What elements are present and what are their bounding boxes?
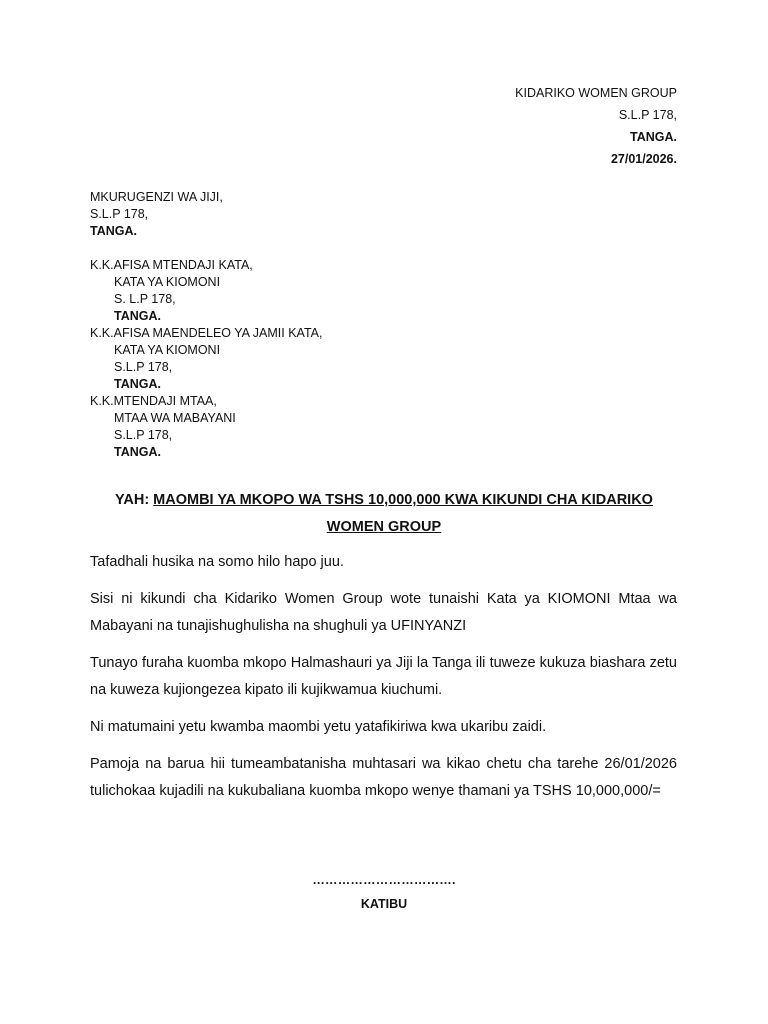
signatory-title: KATIBU	[360, 897, 408, 911]
body-paragraph: Sisi ni kikundi cha Kidariko Women Group wote tunaishi Kata ya KIOMONI Mtaa wa Mabayani na tunajishughulisha na shughuli ya UFINYANZI	[90, 591, 677, 634]
recipient-city: TANGA.	[90, 224, 137, 238]
subject-line	[90, 487, 678, 541]
letter-body	[90, 549, 677, 815]
spacer	[90, 240, 322, 257]
letter-date: 27/01/2026.	[610, 152, 677, 166]
body-paragraph: Tafadhali husika na somo hilo hapo juu.	[90, 554, 344, 570]
cc-city: TANGA.	[114, 309, 161, 323]
signature-block	[0, 870, 768, 914]
cc-title: K.K.MTENDAJI MTAA,	[90, 394, 217, 408]
recipient-title: MKURUGENZI WA JIJI,	[90, 190, 223, 204]
signature-line: …………………………….	[312, 873, 456, 887]
cc-po-box: S.L.P 178,	[114, 428, 173, 442]
body-paragraph: Tunayo furaha kuomba mkopo Halmashauri ya Jiji la Tanga ili tuweze kukuza biashara zetu na kuweza kujiongezea kipato ili kujikwamua kiuchumi.	[90, 655, 677, 698]
cc-po-box: S.L.P 178,	[114, 360, 173, 374]
sender-po-box: S.L.P 178,	[618, 108, 677, 122]
cc-title: K.K.AFISA MAENDELEO YA JAMII KATA,	[90, 326, 323, 340]
sender-address	[515, 82, 677, 170]
body-paragraph: Ni matumaini yetu kwamba maombi yetu yatafikiriwa kwa ukaribu zaidi.	[90, 719, 547, 735]
cc-title: K.K.AFISA MTENDAJI KATA,	[90, 258, 253, 272]
cc-city: TANGA.	[114, 377, 161, 391]
body-paragraph: Pamoja na barua hii tumeambatanisha muhtasari wa kikao chetu cha tarehe 26/01/2026 tulichokaa kujadili na kukubaliana kuomba mkopo wenye thamani ya TSHS 10,000,000/=	[90, 756, 677, 799]
recipient-addresses	[90, 189, 322, 461]
cc-line2: KATA YA KIOMONI	[114, 343, 221, 357]
recipient-po-box: S.L.P 178,	[90, 207, 149, 221]
cc-po-box: S. L.P 178,	[114, 292, 176, 306]
subject-prefix: YAH:	[115, 492, 154, 508]
cc-city: TANGA.	[114, 445, 161, 459]
cc-line2: KATA YA KIOMONI	[114, 275, 221, 289]
sender-name: KIDARIKO WOMEN GROUP	[515, 86, 677, 100]
cc-line2: MTAA WA MABAYANI	[114, 411, 236, 425]
subject-text: MAOMBI YA MKOPO WA TSHS 10,000,000 KWA KIKUNDI CHA KIDARIKO WOMEN GROUP	[153, 492, 653, 535]
sender-city: TANGA.	[630, 130, 677, 144]
